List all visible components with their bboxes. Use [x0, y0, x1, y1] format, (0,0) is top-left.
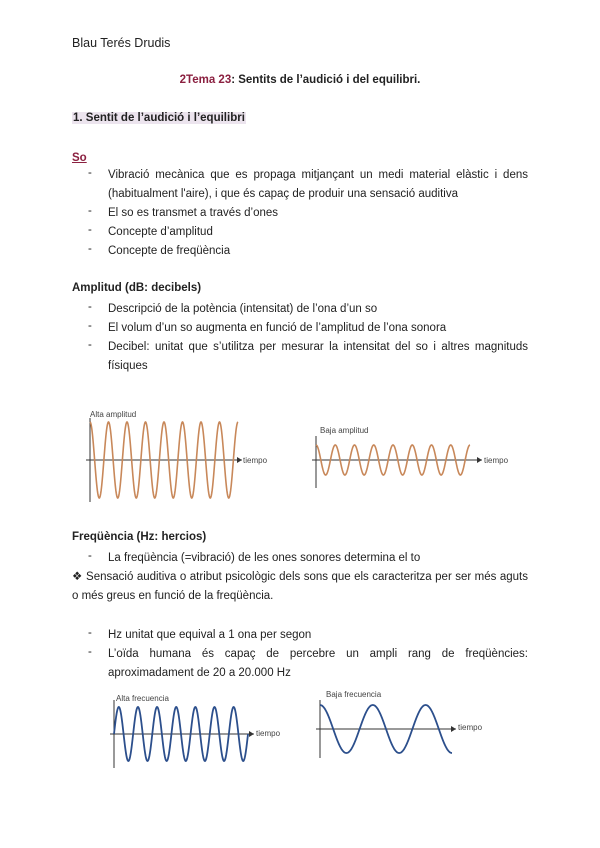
bullet-mark: -	[88, 550, 92, 562]
diamond-icon: ❖	[72, 571, 83, 583]
high-amplitude-label: Alta amplitud	[90, 410, 137, 419]
bullet-mark: -	[88, 646, 92, 658]
time-axis-label: tiempo	[458, 723, 483, 732]
title-text: : Sentits de l’audició i del equilibri.	[231, 74, 421, 86]
time-axis-label: tiempo	[243, 456, 268, 465]
title-number: 2Tema 23	[179, 74, 232, 86]
author-name: Blau Terés Drudis	[72, 36, 171, 50]
amplitud-bullet-1: Descripció de la potència (intensitat) de l’ona d’un so	[108, 303, 378, 315]
axis-arrow-icon	[451, 726, 456, 732]
so-bullet-1: Vibració mecànica que es propaga mitjançant un medi material elàstic i dens (habitualment l'aire), i que és capaç de produir una sensació auditiva	[108, 169, 528, 200]
bullet-mark: -	[88, 339, 92, 351]
axis-arrow-icon	[237, 457, 242, 463]
low-amplitude-wave-figure	[306, 434, 496, 490]
time-axis-label: tiempo	[256, 729, 281, 738]
amplitud-bullet-3: Decibel: unitat que s’utilitza per mesurar la intensitat del so i altres magnituds físiques	[108, 341, 528, 372]
axis-arrow-icon	[477, 457, 482, 463]
frequencia-bullet-1: La freqüència (=vibració) de les ones sonores determina el to	[108, 552, 421, 564]
diamond-text: Sensació auditiva o atribut psicològic dels sons que els caracteritza per ser més aguts o més greus en funció de la freqüència.	[72, 571, 528, 602]
so-bullet-2: El so es transmet a través d’ones	[108, 207, 279, 219]
frequencia-heading: Freqüència (Hz: hercios)	[72, 531, 207, 543]
amplitud-heading: Amplitud (dB: decibels)	[72, 282, 202, 294]
bullet-mark: -	[88, 627, 92, 639]
low-frequency-wave-figure	[316, 696, 466, 762]
low-frequency-label: Baja frecuencia	[326, 690, 382, 699]
bullet-mark: -	[88, 320, 92, 332]
high-frequency-label: Alta frecuencia	[116, 694, 169, 703]
amplitud-bullet-2: El volum d’un so augmenta en funció de l’amplitud de l’ona sonora	[108, 322, 447, 334]
so-bullet-4: Concepte de freqüència	[108, 245, 231, 257]
frequencia-bullet-3: L’oïda humana és capaç de percebre un ampli rang de freqüències: aproximadament de 20 a 20.000 Hz	[108, 648, 528, 679]
so-bullet-3: Concepte d’amplitud	[108, 226, 213, 238]
high-frequency-wave-figure	[108, 700, 258, 770]
low-amplitude-label: Baja amplitud	[320, 426, 369, 435]
time-axis-label: tiempo	[484, 456, 509, 465]
bullet-mark: -	[88, 167, 92, 179]
axis-arrow-icon	[249, 731, 254, 737]
bullet-mark: -	[88, 243, 92, 255]
page-title	[0, 74, 600, 86]
bullet-mark: -	[88, 301, 92, 313]
bullet-mark: -	[88, 205, 92, 217]
so-heading: So	[72, 152, 87, 164]
section-heading: 1. Sentit de l’audició i l’equilibri	[73, 112, 245, 124]
diamond-paragraph	[72, 568, 528, 606]
bullet-mark: -	[88, 224, 92, 236]
frequencia-bullet-2: Hz unitat que equival a 1 ona per segon	[108, 629, 312, 641]
